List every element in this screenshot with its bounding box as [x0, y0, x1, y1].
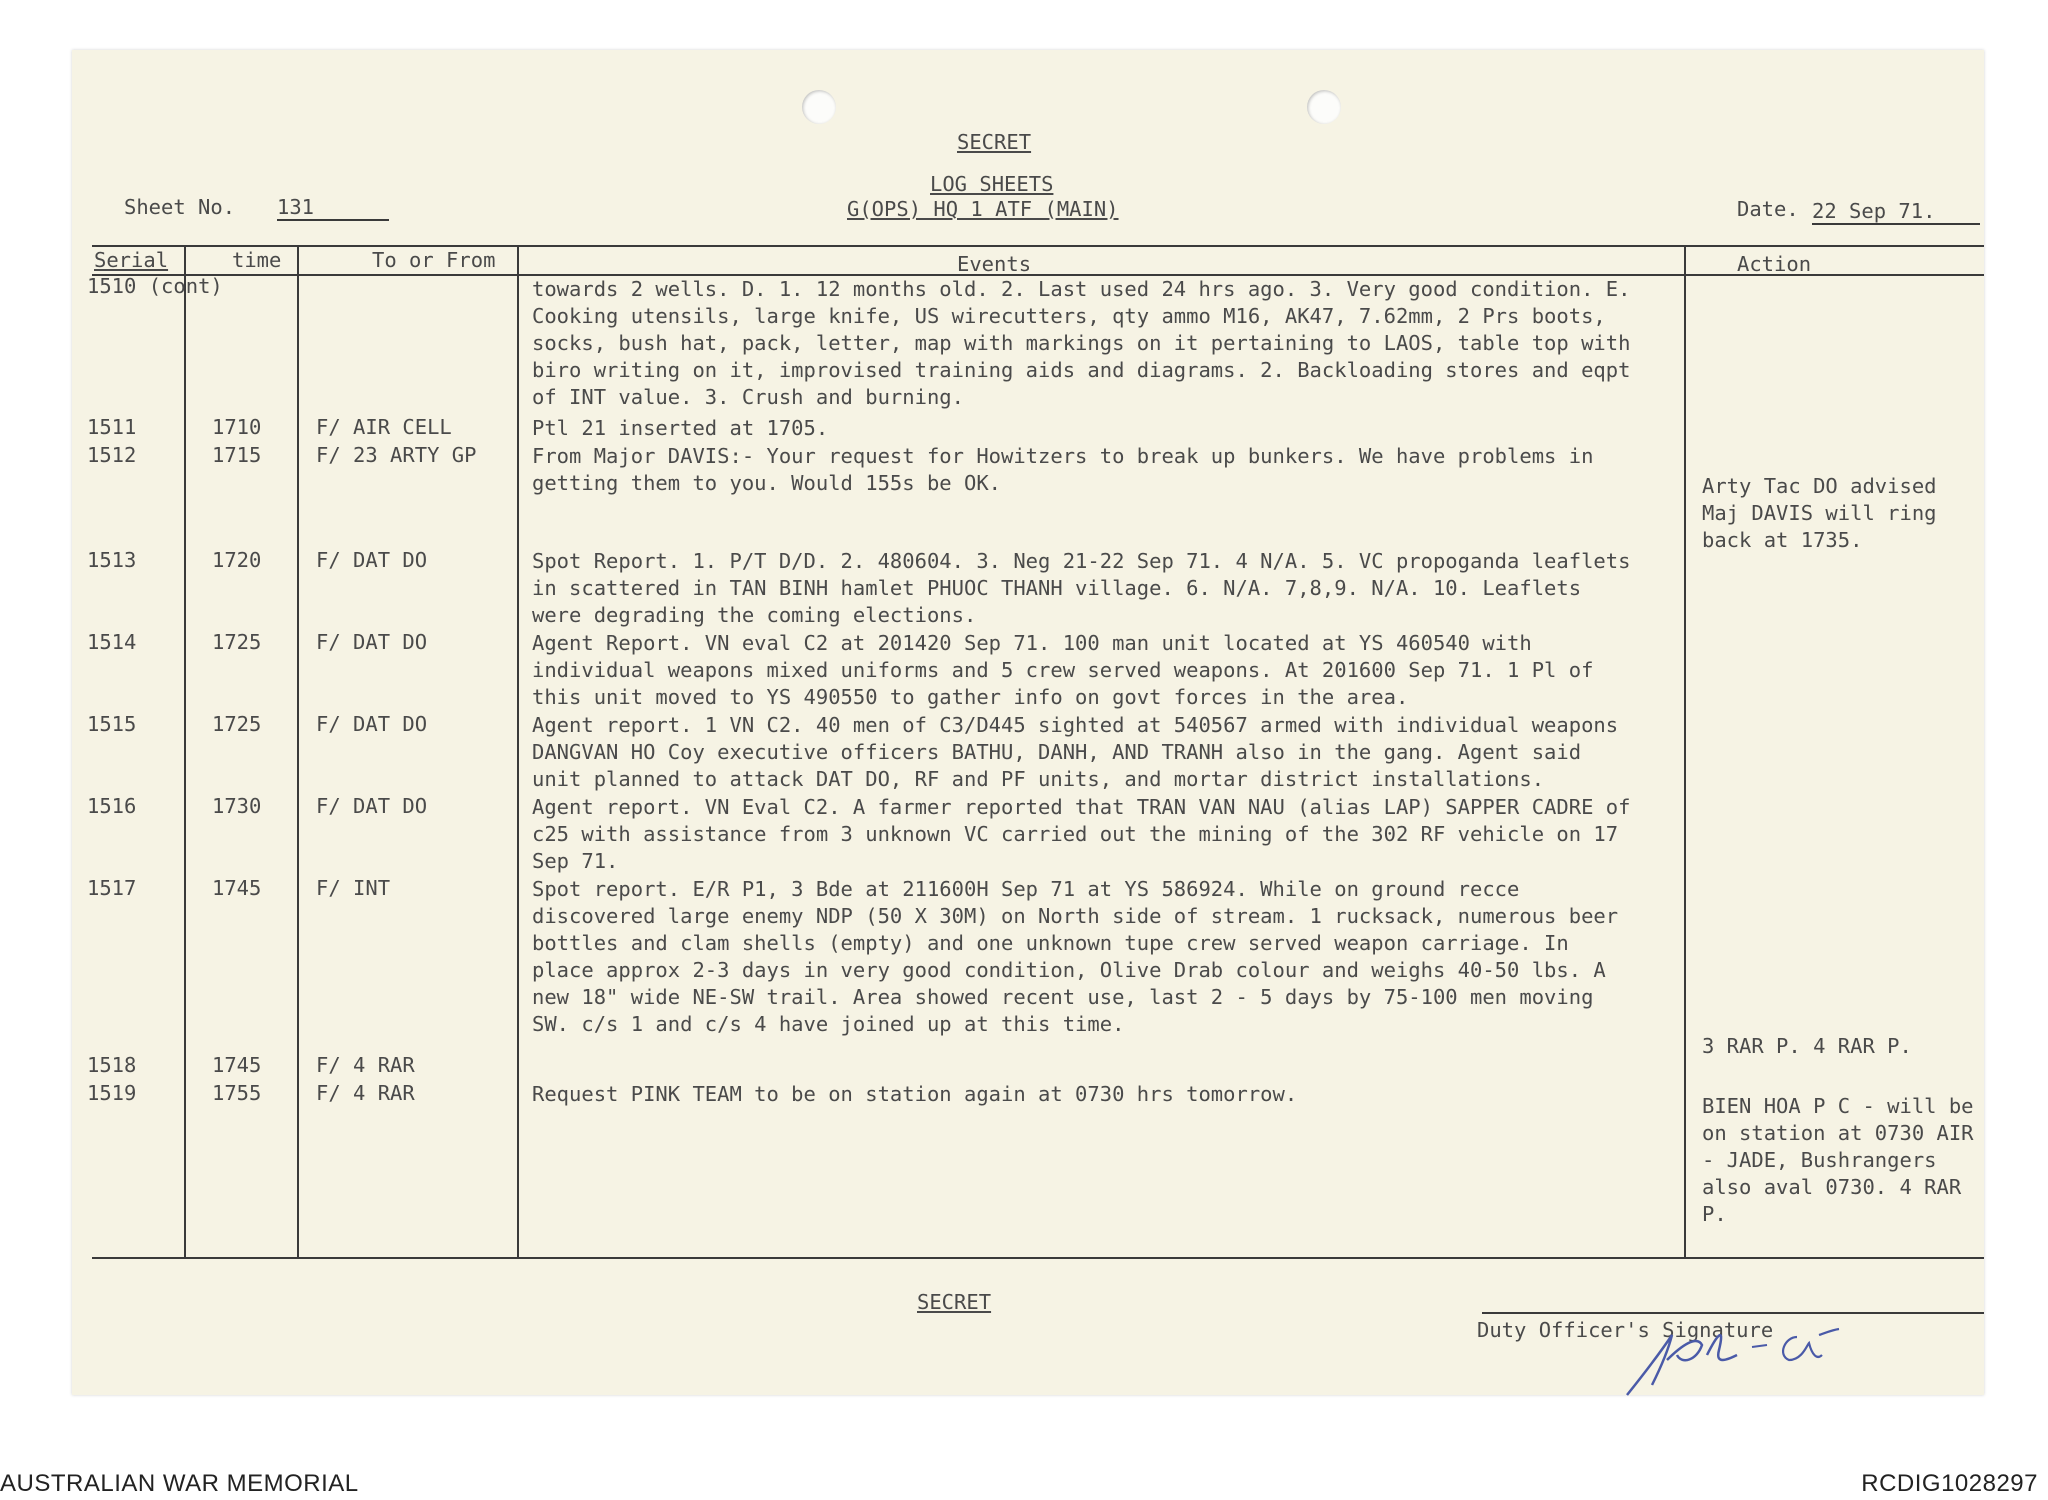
table-row — [72, 443, 1984, 552]
sheet-number: 131 — [277, 195, 389, 221]
table-top-rule — [92, 245, 1984, 247]
log-subtitle: G(OPS) HQ 1 ATF (MAIN) — [847, 197, 1119, 221]
time-cell: 1715 — [212, 443, 262, 467]
action-cell: BIEN HOA P C - will be on station at 0730 AIR - JADE, Bushrangers also aval 0730. 4 RAR P. — [1702, 1094, 1974, 1226]
serial-cell: 1514 — [87, 630, 137, 654]
handwritten-signature — [1607, 1315, 1847, 1410]
punch-hole-right — [1307, 90, 1341, 124]
from-cell: F/ DAT DO — [316, 548, 428, 572]
column-header-time: time — [232, 248, 282, 272]
serial-cell: 1516 — [87, 794, 137, 818]
table-row — [72, 630, 1984, 709]
table-row — [72, 712, 1984, 791]
column-header-events: Events — [957, 252, 1032, 276]
serial-cell: 1517 — [87, 876, 137, 900]
time-cell: 1725 — [212, 630, 262, 654]
events-cell: Ptl 21 inserted at 1705. — [532, 416, 829, 440]
events-cell: towards 2 wells. D. 1. 12 months old. 2. Last used 24 hrs ago. 3. Very good condition. E. Cooking utensils, large knife, US wirecutters, qty ammo M16, AK47, 7.62mm, 2 Prs boots, socks, bush hat, pack, letter, map with markings on it pertaining to LAOS, table top with biro writing on it, improvised training aids and diagrams. 2. Backloading stores and eqpt of INT value. 3. Crush and burning. — [532, 277, 1631, 409]
table-row — [72, 548, 1984, 627]
events-cell: From Major DAVIS:- Your request for Howitzers to break up bunkers. We have problems in getting them to you. Would 155s be OK. — [532, 444, 1594, 495]
column-header-action: Action — [1737, 252, 1812, 276]
column-header-to-from: To or From — [372, 248, 496, 272]
table-row — [72, 415, 1984, 443]
table-row — [72, 876, 1984, 1036]
from-cell: F/ INT — [316, 876, 391, 900]
events-cell: Agent report. VN Eval C2. A farmer reported that TRAN VAN NAU (alias LAP) SAPPER CADRE of c25 with assistance from 3 unknown VC carried out the mining of the 302 RF vehicle on 17 Sep 71. — [532, 795, 1631, 873]
action-cell: 3 RAR P. 4 RAR P. — [1702, 1034, 1912, 1058]
date-value: 22 Sep 71. — [1812, 199, 1980, 225]
time-cell: 1725 — [212, 712, 262, 736]
classification-top: SECRET — [957, 130, 1032, 154]
table-bottom-rule — [92, 1257, 1984, 1259]
date-label: Date. — [1737, 197, 1799, 221]
from-cell: F/ AIR CELL — [316, 415, 452, 439]
serial-cell: 1515 — [87, 712, 137, 736]
events-cell: Agent Report. VN eval C2 at 201420 Sep 71. 100 man unit located at YS 460540 with individual weapons mixed uniforms and 5 crew served weapons. At 201600 Sep 71. 1 Pl of this unit moved to YS 490550 to gather info on govt forces in the area. — [532, 631, 1594, 709]
time-cell: 1745 — [212, 1053, 262, 1077]
classification-bottom: SECRET — [917, 1290, 992, 1314]
events-cell: Spot Report. 1. P/T D/D. 2. 480604. 3. Neg 21-22 Sep 71. 4 N/A. 5. VC propoganda leaflets in scattered in TAN BINH hamlet PHUOC THANH village. 6. N/A. 7,8,9. N/A. 10. Leaflets were degrading the coming elections. — [532, 549, 1631, 627]
from-cell: F/ DAT DO — [316, 630, 428, 654]
log-title: LOG SHEETS — [930, 172, 1054, 196]
serial-cell: 1510 (cont) — [87, 274, 223, 298]
serial-cell: 1513 — [87, 548, 137, 572]
serial-cell: 1518 — [87, 1053, 137, 1077]
table-row — [72, 274, 1984, 409]
column-header-serial: Serial — [94, 248, 169, 272]
from-cell: F/ DAT DO — [316, 712, 428, 736]
serial-cell: 1519 — [87, 1081, 137, 1105]
log-sheet-page — [72, 50, 1984, 1395]
action-cell: Arty Tac DO advised Maj DAVIS will ring back at 1735. — [1702, 474, 1937, 552]
signature-rule — [1482, 1312, 1984, 1314]
events-cell: Agent report. 1 VN C2. 40 men of C3/D445 sighted at 540567 armed with individual weapons DANGVAN HO Coy executive officers BATHU, DANH, AND TRANH also in the gang. Agent said unit planned to attack DAT DO, RF and PF units, and mortar district installations. — [532, 713, 1619, 791]
serial-cell: 1511 — [87, 415, 137, 439]
table-row — [72, 1034, 1984, 1081]
events-cell: Spot report. E/R P1, 3 Bde at 211600H Sep 71 at YS 586924. While on ground recce discovered large enemy NDP (50 X 30M) on North side of stream. 1 rucksack, numerous beer bottles and clam shells (empty) and one unknown tupe crew served weapon carriage. In place approx 2-3 days in very good condition, Olive Drab colour and weighs 40-50 lbs. A new 18" wide NE-SW trail. Area showed recent use, last 2 - 5 days by 75-100 men moving SW. c/s 1 and c/s 4 have joined up at this time. — [532, 877, 1619, 1036]
time-cell: 1755 — [212, 1081, 262, 1105]
time-cell: 1745 — [212, 876, 262, 900]
archive-institution: AUSTRALIAN WAR MEMORIAL — [0, 1470, 359, 1497]
from-cell: F/ 4 RAR — [316, 1053, 415, 1077]
signature-label: Duty Officer's Signature — [1477, 1318, 1774, 1342]
archive-catalogue-id: RCDIG1028297 — [1861, 1470, 2038, 1497]
table-row — [72, 1081, 1984, 1226]
serial-cell: 1512 — [87, 443, 137, 467]
time-cell: 1730 — [212, 794, 262, 818]
time-cell: 1710 — [212, 415, 262, 439]
from-cell: F/ 4 RAR — [316, 1081, 415, 1105]
from-cell: F/ DAT DO — [316, 794, 428, 818]
events-cell: Request PINK TEAM to be on station again at 0730 hrs tomorrow. — [532, 1082, 1298, 1106]
table-row — [72, 794, 1984, 873]
from-cell: F/ 23 ARTY GP — [316, 443, 477, 467]
time-cell: 1720 — [212, 548, 262, 572]
sheet-number-label: Sheet No. — [124, 195, 236, 219]
punch-hole-left — [802, 90, 836, 124]
